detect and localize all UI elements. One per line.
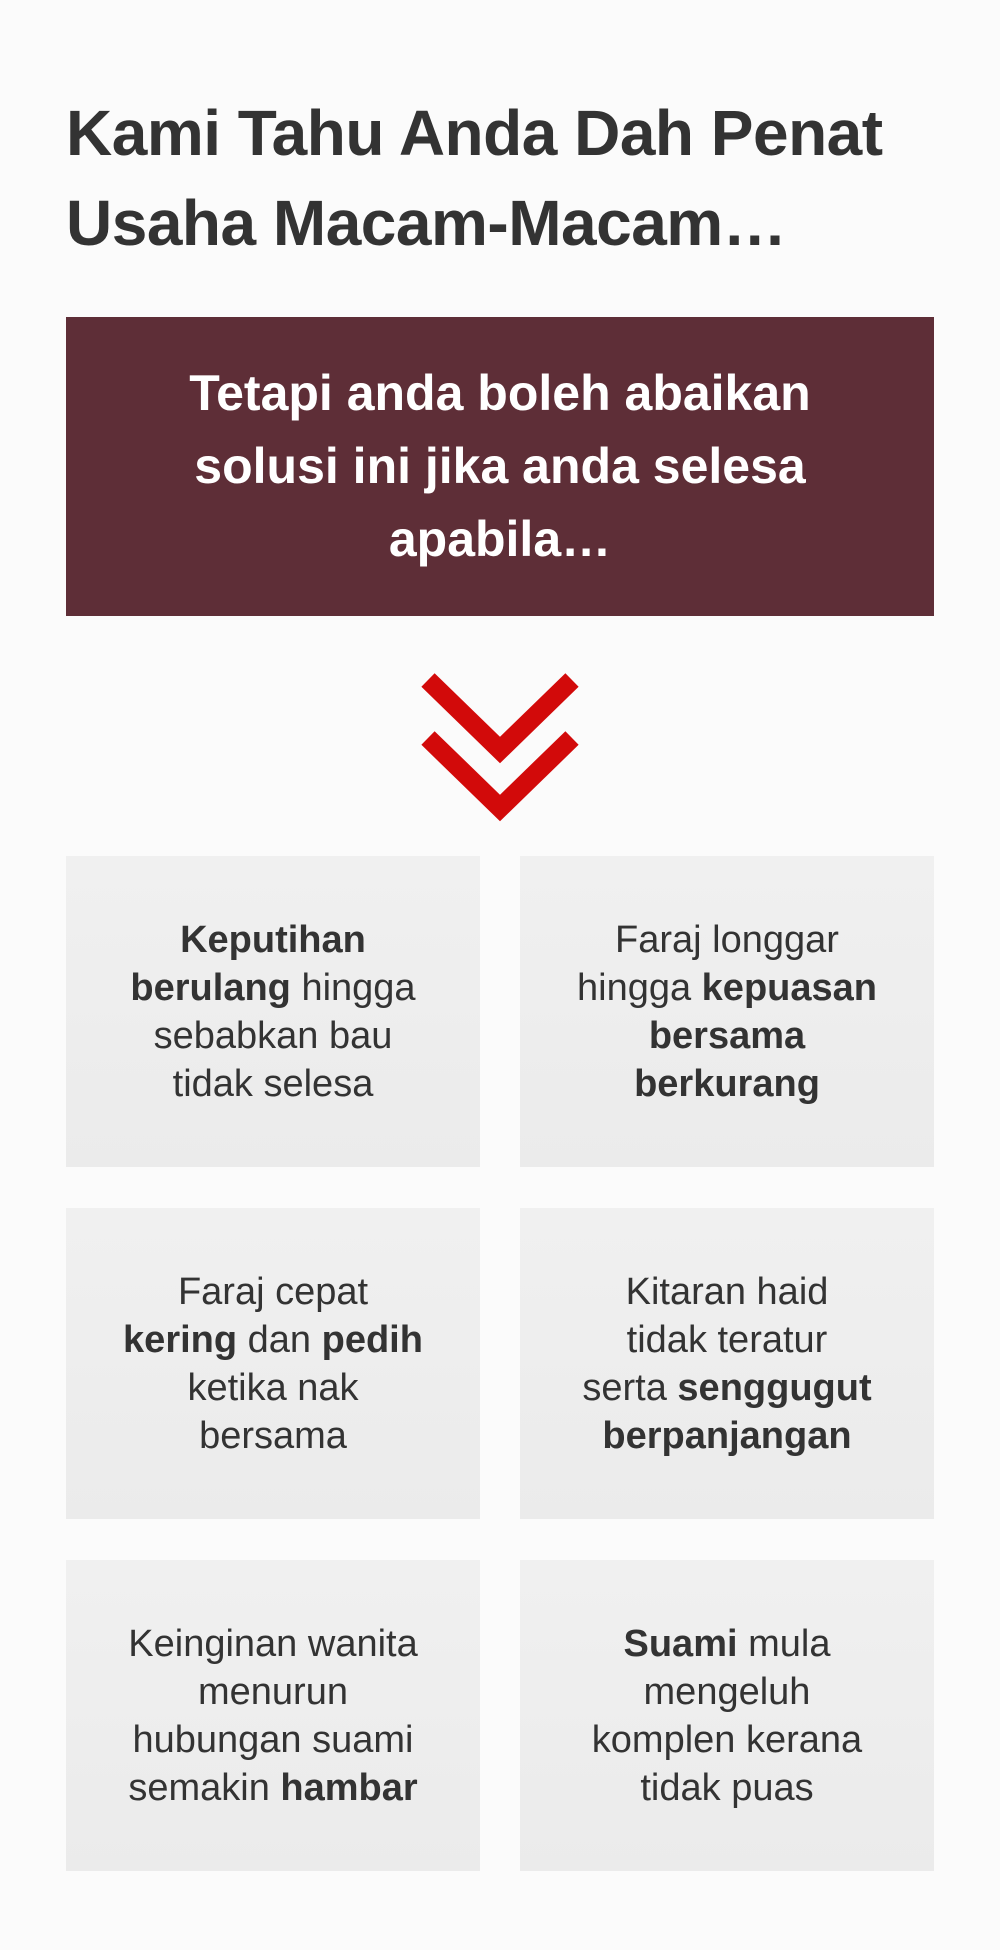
problem-card-husband	[520, 1560, 934, 1871]
card-text	[582, 1268, 871, 1460]
card-text	[128, 1620, 417, 1812]
card-text-line: tidak teratur	[626, 1318, 828, 1361]
banner-line-2: solusi ini jika anda selesa	[194, 438, 806, 494]
card-text	[577, 916, 877, 1108]
card-text-bold: kering	[123, 1318, 238, 1361]
card-text-line: Faraj cepat	[177, 1270, 369, 1313]
headline-line-1: Kami Tahu Anda Dah Penat	[66, 97, 883, 169]
card-text-bold: Keputihan	[180, 918, 366, 961]
card-text-line: komplen kerana	[591, 1718, 863, 1761]
card-text-line: menurun	[198, 1670, 348, 1713]
card-text-bold: senggugut	[677, 1366, 872, 1409]
problem-card-loose	[520, 856, 934, 1167]
card-text-bold: hambar	[280, 1766, 418, 1809]
banner	[66, 317, 934, 616]
double-chevron-down-icon	[420, 672, 580, 824]
problem-card-dryness	[66, 1208, 480, 1519]
card-text-bold: berpanjangan	[602, 1414, 852, 1457]
card-text-bold: bersama	[648, 1014, 806, 1057]
card-text	[123, 1268, 423, 1460]
card-text-line: Kitaran haid	[625, 1270, 829, 1313]
card-text-line: Keinginan wanita	[128, 1622, 418, 1665]
headline-line-2: Usaha Macam-Macam…	[66, 187, 787, 259]
card-text-regular: dan	[237, 1318, 322, 1361]
problem-card-menstrual	[520, 1208, 934, 1519]
banner-line-1: Tetapi anda boleh abaikan	[189, 365, 811, 421]
card-text-line: hubungan suami	[132, 1718, 414, 1761]
card-text-regular: semakin	[128, 1766, 281, 1809]
card-text-line: sebabkan bau	[153, 1014, 393, 1057]
page-headline	[66, 88, 946, 268]
card-text-regular: hingga	[290, 966, 416, 1009]
card-text	[130, 916, 415, 1108]
card-text-bold: berkurang	[634, 1062, 820, 1105]
card-text-bold: berulang	[130, 966, 291, 1009]
problem-card-discharge	[66, 856, 480, 1167]
card-text-line: tidak selesa	[172, 1062, 374, 1105]
card-text-line: Faraj longgar	[615, 918, 839, 961]
card-text	[592, 1620, 862, 1812]
banner-line-3: apabila…	[388, 511, 612, 567]
card-text-line: ketika nak	[187, 1366, 359, 1409]
card-text-line: mengeluh	[643, 1670, 811, 1713]
banner-text	[189, 357, 810, 576]
problem-card-desire	[66, 1560, 480, 1871]
card-text-regular: serta	[582, 1366, 678, 1409]
card-text-regular: mula	[737, 1622, 831, 1665]
card-text-line: tidak puas	[640, 1766, 814, 1809]
card-text-bold: pedih	[321, 1318, 423, 1361]
card-text-bold: kepuasan	[701, 966, 877, 1009]
card-text-bold: Suami	[623, 1622, 738, 1665]
card-text-regular: hingga	[577, 966, 702, 1009]
card-text-line: bersama	[199, 1414, 347, 1457]
